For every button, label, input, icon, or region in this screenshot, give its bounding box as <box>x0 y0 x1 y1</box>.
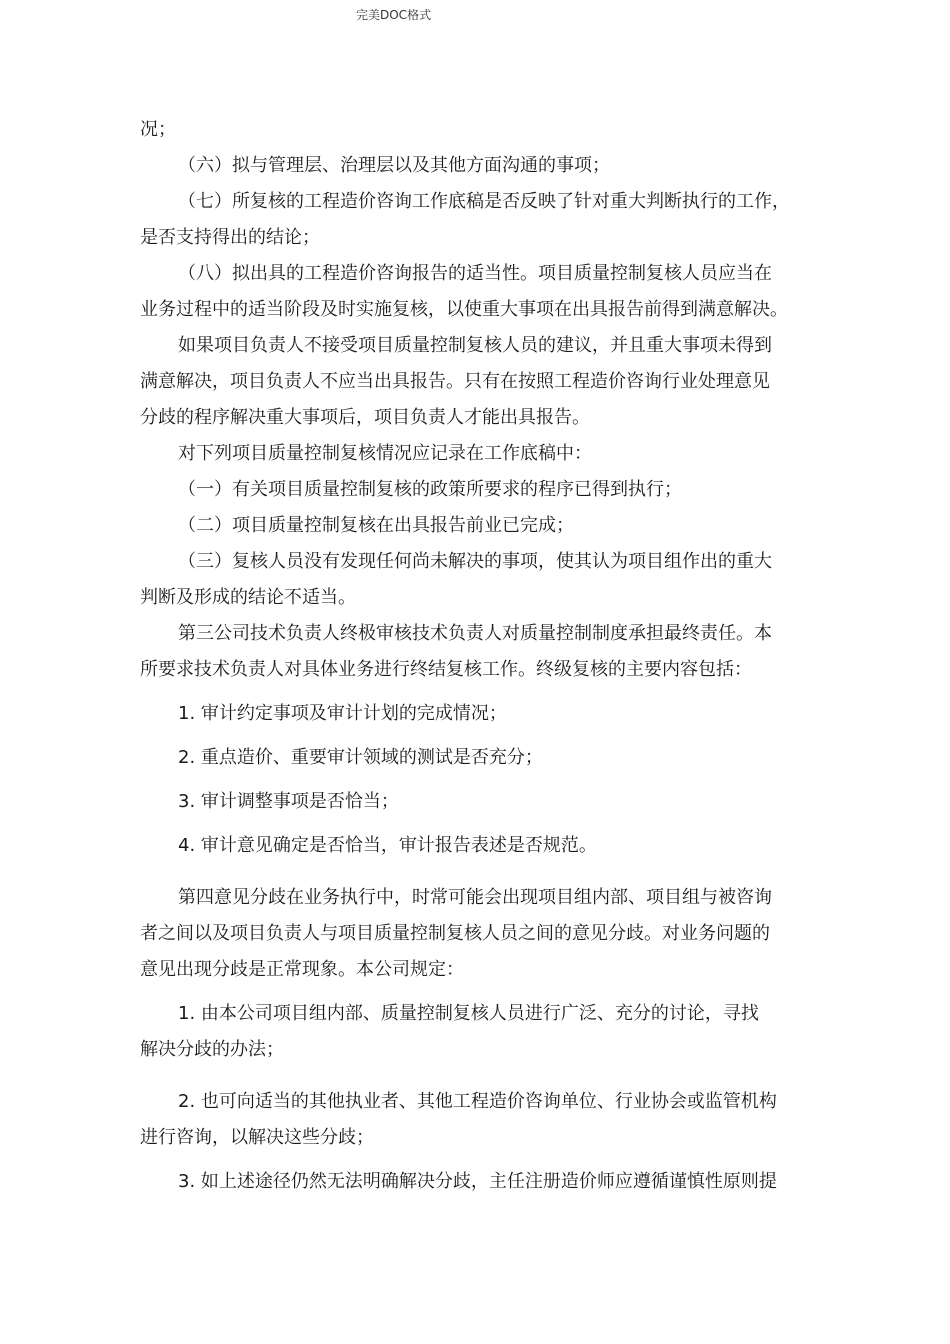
list-item: 4. 审计意见确定是否恰当，审计报告表述是否规范。 <box>178 835 597 856</box>
paragraph-line: 业务过程中的适当阶段及时实施复核，以使重大事项在出具报告前得到满意解决。 <box>140 299 788 320</box>
list-item: 2. 也可向适当的其他执业者、其他工程造价咨询单位、行业协会或监管机构 <box>178 1091 777 1112</box>
paragraph-line: 进行咨询，以解决这些分歧； <box>140 1127 374 1148</box>
paragraph-line: 是否支持得出的结论； <box>140 227 320 248</box>
paragraph-line: 如果项目负责人不接受项目质量控制复核人员的建议，并且重大事项未得到 <box>178 335 772 356</box>
list-item: 2. 重点造价、重要审计领域的测试是否充分； <box>178 747 543 768</box>
document-body <box>140 112 830 1200</box>
paragraph-line: 满意解决，项目负责人不应当出具报告。只有在按照工程造价咨询行业处理意见 <box>140 371 770 392</box>
paragraph-line: （三）复核人员没有发现任何尚未解决的事项，使其认为项目组作出的重大 <box>178 551 772 572</box>
paragraph-line: 判断及形成的结论不适当。 <box>140 587 356 608</box>
paragraph-line: 意见出现分歧是正常现象。本公司规定： <box>140 959 464 980</box>
paragraph-line: （一）有关项目质量控制复核的政策所要求的程序已得到执行； <box>178 479 682 500</box>
paragraph-line: （七）所复核的工程造价咨询工作底稿是否反映了针对重大判断执行的工作， <box>178 191 790 212</box>
paragraph-line: 分歧的程序解决重大事项后，项目负责人才能出具报告。 <box>140 407 590 428</box>
page-header: 完美DOC格式 <box>356 8 432 22</box>
paragraph-line: 解决分歧的办法； <box>140 1039 284 1060</box>
paragraph-line: （二）项目质量控制复核在出具报告前业已完成； <box>178 515 574 536</box>
paragraph-line: 对下列项目质量控制复核情况应记录在工作底稿中： <box>178 443 592 464</box>
paragraph-line: 所要求技术负责人对具体业务进行终结复核工作。终级复核的主要内容包括： <box>140 659 752 680</box>
paragraph-line: （八）拟出具的工程造价咨询报告的适当性。项目质量控制复核人员应当在 <box>178 263 772 284</box>
paragraph-line: （六）拟与管理层、治理层以及其他方面沟通的事项； <box>178 155 610 176</box>
paragraph-line: 况； <box>140 119 176 140</box>
paragraph-line: 第三公司技术负责人终极审核技术负责人对质量控制制度承担最终责任。本 <box>178 623 772 644</box>
list-item: 3. 如上述途径仍然无法明确解决分歧，主任注册造价师应遵循谨慎性原则提 <box>178 1171 777 1192</box>
list-item: 1. 审计约定事项及审计计划的完成情况； <box>178 703 507 724</box>
paragraph-line: 者之间以及项目负责人与项目质量控制复核人员之间的意见分歧。对业务问题的 <box>140 923 770 944</box>
list-item: 1. 由本公司项目组内部、质量控制复核人员进行广泛、充分的讨论，寻找 <box>178 1003 759 1024</box>
list-item: 3. 审计调整事项是否恰当； <box>178 791 399 812</box>
paragraph-line: 第四意见分歧在业务执行中，时常可能会出现项目组内部、项目组与被咨询 <box>178 887 772 908</box>
